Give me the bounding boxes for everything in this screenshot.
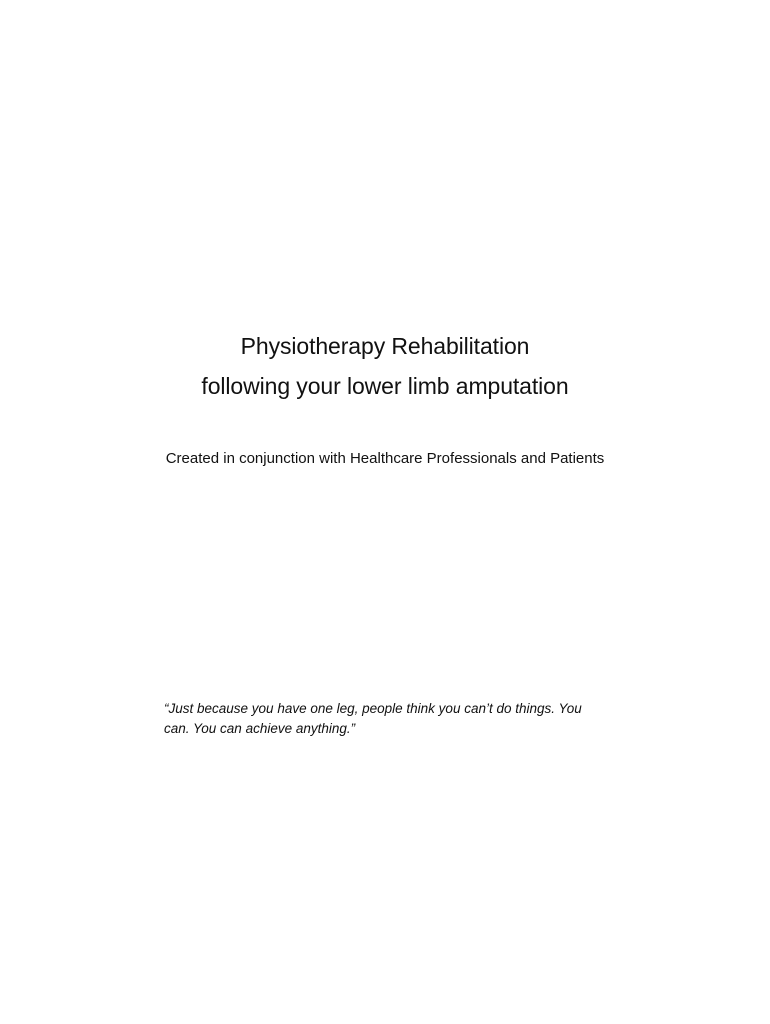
title-line-2: following your lower limb amputation <box>201 373 569 399</box>
document-title <box>0 326 770 406</box>
document-subtitle: Created in conjunction with Healthcare Professionals and Patients <box>165 450 605 467</box>
title-line-1: Physiotherapy Rehabilitation <box>240 333 530 359</box>
patient-quote: “Just because you have one leg, people think you can’t do things. You can. You can achieve anything.” <box>164 701 582 736</box>
